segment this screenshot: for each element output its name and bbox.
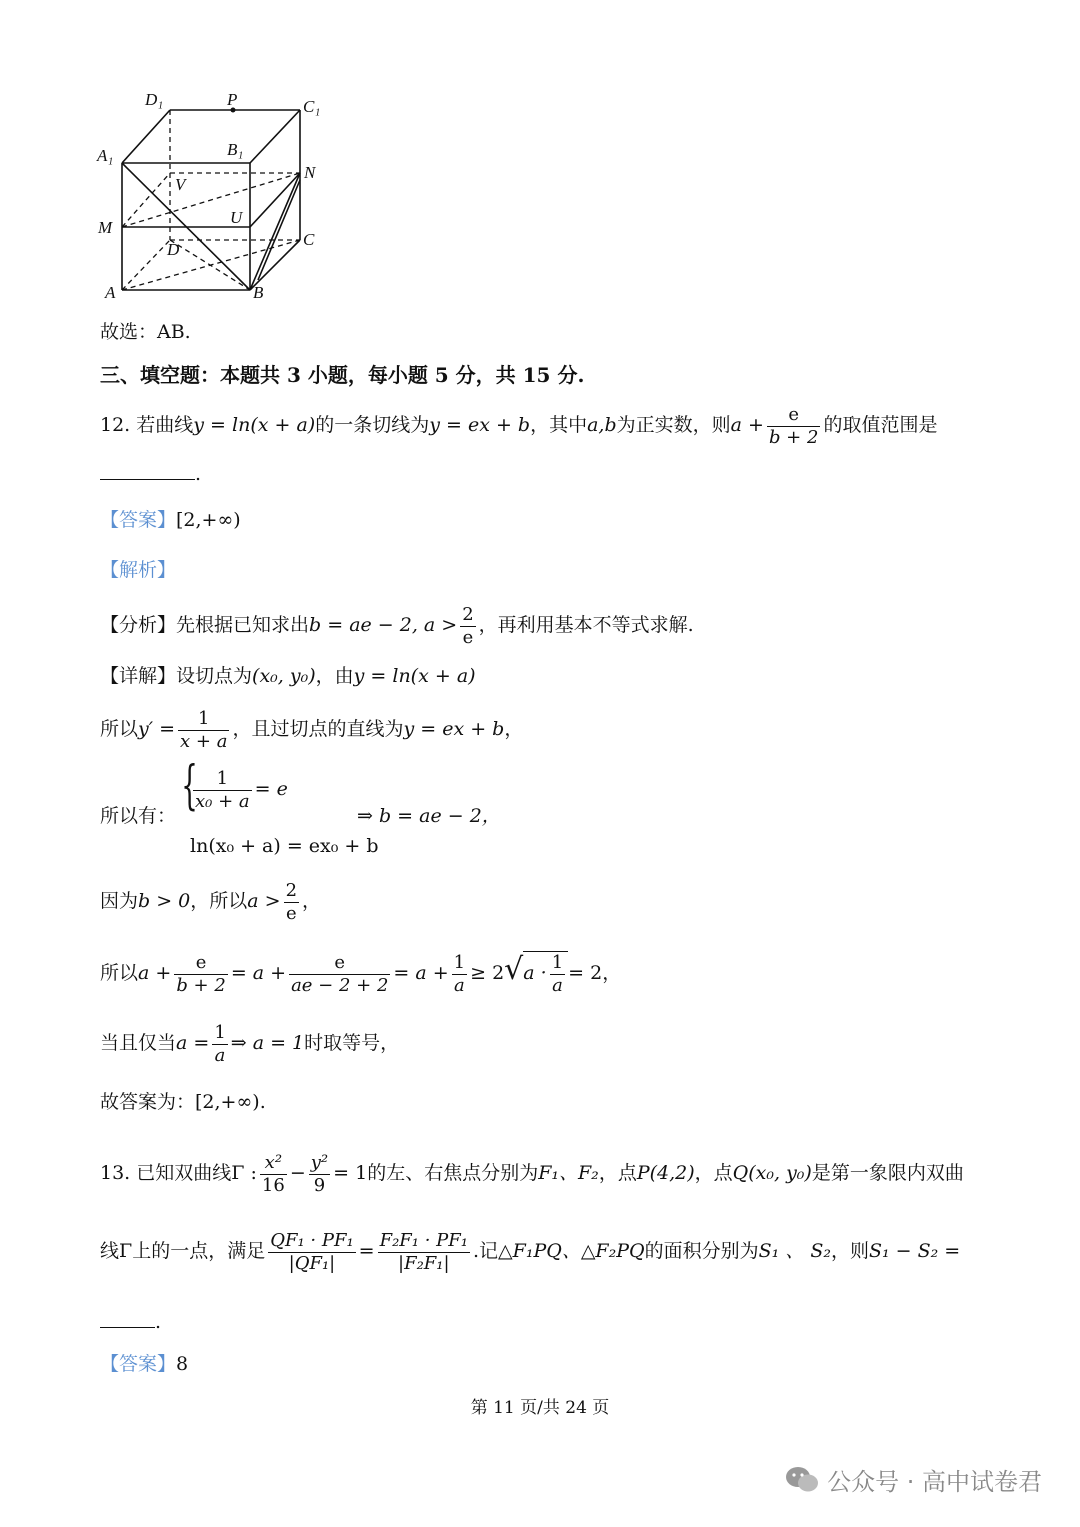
q13-answer-blank [100,1310,161,1336]
q13-text: 上的一点，满足 [132,1240,266,1263]
step-end: ， [602,962,622,984]
q12-tangent: y = ex + b [429,414,531,437]
q12-frac-num: e [767,404,821,427]
frac-num: y² [310,1152,329,1173]
blank-line [100,1326,155,1328]
q12-text: 的取值范围是 [823,414,938,437]
q13-text: 的左、右焦点分别为 [367,1162,539,1185]
q13-text: ，则 [830,1240,869,1263]
watermark [785,1462,1042,1497]
q13-triangles: △F₁PQ、△F₂PQ [498,1240,645,1263]
frac-den: a [454,974,465,996]
analysis-text: 先根据已知求出 [176,614,310,637]
step-end: ， [504,718,524,741]
step5-fraction [212,1022,227,1066]
frac-den: |QF₁| [288,1252,336,1274]
frac-num: 1 [178,708,229,731]
q13-text: 的面积分别为 [644,1240,759,1263]
step-lhs: a = [176,1032,210,1055]
frac-num: 1 [453,951,466,973]
q13-minus: − [289,1162,306,1185]
system-eq2: ln(x₀ + a) = ex₀ + b [190,835,379,857]
answer-13 [100,1352,188,1378]
analysis [100,604,694,648]
label-c: C [303,230,315,249]
frac-num: F₂F₁ · PF₁ [379,1230,468,1251]
label-c1: C₁ [303,97,321,116]
step-text: ，所以 [190,890,248,913]
detail-point: (x₀, y₀) [252,665,316,687]
expr-part: = a + [393,962,449,984]
q12-text: 若曲线 [136,414,194,437]
expr-part: ≥ 2 [470,962,505,984]
q13-text: 是第一象限内双曲 [811,1162,964,1185]
brace-icon: { [181,756,198,816]
q12-vars: a,b [587,414,617,437]
frac-den: 16 [261,1174,285,1196]
step-text: 所以 [100,962,139,984]
frac-den: e [285,902,297,924]
label-b1: B₁ [227,140,244,159]
answer-tag: 【答案】 [100,1353,177,1375]
step-6 [100,1090,266,1116]
q13-eq: = [358,1240,375,1263]
frac-num: 2 [285,880,298,901]
question-13 [100,1152,964,1196]
expr-part: = 2 [568,962,603,984]
analysis-text: ，再利用基本不等式求解. [478,614,694,637]
q13-text: ，点 [694,1162,733,1185]
step-2-label: 所以有： [100,805,177,827]
cube-diagram [95,85,345,305]
answer-value: 8 [176,1353,189,1375]
cube-figure [95,85,345,309]
f2 [289,952,390,996]
answer-value: [2,+∞) [176,509,241,531]
f4 [550,952,565,996]
step-text: ，且过切点的直线为 [232,718,404,741]
analysis-tag: 【解析】 [100,559,177,581]
result-text: ⇒ b = ae − 2 [357,805,482,827]
q12-text: 为正实数，则 [616,414,731,437]
step-text: 故答案为： [100,1091,196,1113]
analysis-tag2: 【分析】 [100,614,177,637]
label-m: M [98,218,113,237]
step-lhs: y′ = [138,718,176,741]
q12-frac-den: b + 2 [768,426,819,448]
q12-curve: y = ln(x + a) [193,414,316,437]
step-cond: b > 0 [138,890,191,913]
step-rhs: ⇒ a = 1 [230,1032,305,1055]
q13-areas: S₁ 、 S₂ [758,1240,831,1263]
q12-answer-blank [100,462,201,488]
frac-den: a [552,974,563,996]
label-v: V [175,175,186,194]
q12-number: 12. [100,414,131,437]
choice-answer: 故选：AB. [100,321,191,343]
label-a: A [105,283,116,302]
frac-num: e [174,952,228,975]
q13-number: 13. [100,1162,131,1185]
blank-end: . [195,463,202,485]
detail-tag: 【详解】 [100,665,177,687]
q13-p: P(4,2) [636,1162,695,1185]
step-end: . [259,1091,266,1113]
sqrt-icon: √ [504,952,524,987]
q13-diff: S₁ − S₂ = [868,1240,961,1263]
frac-num: x² [260,1152,287,1175]
step-lhs: a > [247,890,281,913]
q13-eq: = 1 [333,1162,368,1185]
step-text: 时取等号， [304,1032,400,1055]
q13-rhs-fraction [378,1230,470,1274]
expr-part: a · [523,962,547,984]
label-n: N [304,163,316,182]
step-line: y = ex + b [403,718,505,741]
section-title: 三、填空题：本题共 3 小题，每小题 5 分，共 15 分. [100,363,585,387]
expr-part: = a + [230,962,287,984]
label-p: P [227,90,238,109]
analysis-fraction [460,604,475,648]
expr-part: a + [138,962,172,984]
frac-den: |F₂F₁| [398,1252,450,1274]
frac-num: 2 [462,604,474,625]
q13-text: ，点 [598,1162,637,1185]
frac-den: a [214,1044,226,1066]
frac-den: 9 [313,1174,326,1196]
step-4 [100,950,621,996]
step-text: 因为 [100,890,139,913]
q13-q: Q(x₀, y₀) [732,1162,812,1185]
eq1-fraction [193,768,252,812]
frac-den: ae − 2 + 2 [291,974,389,996]
q12-text: 的一条切线为 [315,414,430,437]
question-12 [100,404,937,448]
step-value: [2,+∞) [195,1091,260,1113]
q12-text: ，其中 [530,414,588,437]
label-a1: A₁ [97,146,114,165]
q12-fraction [767,404,821,448]
step1-fraction [178,708,229,752]
sqrt-body [523,951,568,996]
frac-num: QF₁ · PF₁ [270,1230,354,1251]
frac-den: b + 2 [176,974,226,996]
frac-num: 1 [214,1022,226,1043]
q13-lhs-fraction [268,1230,355,1274]
detail-text: ，由 [315,665,354,687]
detail-text: 设切点为 [176,665,253,687]
frac-den: e [462,626,474,648]
step-1 [100,708,523,752]
detail-curve: y = ln(x + a) [353,665,476,687]
q13-text: .记 [473,1240,499,1263]
frac-den: x₀ + a [195,790,250,812]
q13-text: 已知双曲线 [136,1162,232,1185]
step3-fraction [284,880,299,924]
f1 [174,952,228,996]
frac-den: x + a [180,730,228,752]
step-text: 当且仅当 [100,1032,177,1055]
wechat-icon [785,1466,819,1494]
step-5 [100,1022,399,1066]
watermark-text: 公众号 · 高中试卷君 [827,1468,1042,1496]
label-d: D [167,240,180,259]
blank-line [100,478,195,480]
q12-expr: a + [730,414,764,437]
q13-f1 [260,1152,287,1196]
f3 [452,952,467,996]
label-b: B [253,283,264,302]
q13-gamma: Γ [119,1240,133,1263]
q13-f2 [309,1152,330,1196]
answer-12 [100,508,241,534]
question-13-line2 [100,1230,960,1274]
frac-num: 1 [551,951,564,973]
frac-num: 1 [193,768,252,791]
blank-end: . [155,1311,162,1333]
page-footer: 第 11 页/共 24 页 [470,1398,610,1418]
frac-num: e [289,952,390,975]
analysis-expr: b = ae − 2, a > [309,614,458,637]
detail [100,664,476,690]
step-3 [100,880,321,924]
q13-foci: F₁、F₂ [538,1162,599,1185]
system-result [357,804,501,830]
q13-gamma: Γ : [231,1162,257,1185]
result-end: ， [481,805,501,827]
eq1-rhs: = e [254,778,288,801]
step-end: ， [302,890,322,913]
label-u: U [230,208,243,227]
label-d1: D₁ [145,90,164,109]
answer-tag: 【答案】 [100,509,177,531]
q13-text: 线 [100,1240,120,1263]
step-text: 所以 [100,718,139,741]
system-eq1 [190,768,288,812]
